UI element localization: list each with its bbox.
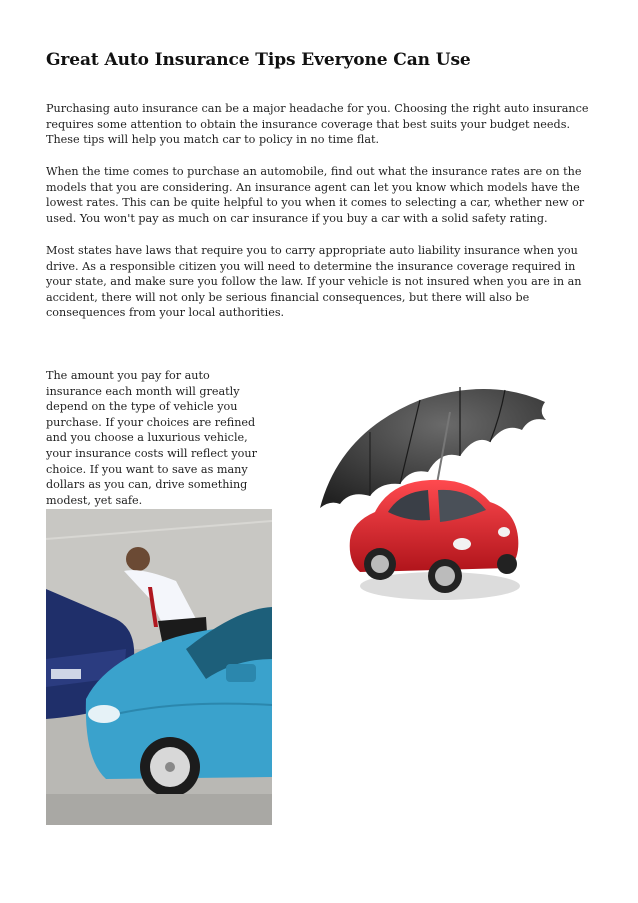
- paragraph-intro: Purchasing auto insurance can be a major headache for you. Choosing the right auto insurance requires some attention to obtain the insurance coverage that best suits your budget needs. These tips will help you match car to policy in no time flat.: [46, 102, 589, 147]
- paragraph-rates: When the time comes to purchase an automobile, find out what the insurance rates are on the models that you are considering. An insurance agent can let you know which models have the lowest rates. This can be quite helpful to you when it comes to selecting a car, whether new or used. You won't pay as much on car insurance if you buy a car with a solid safety rating.: [46, 165, 585, 225]
- paragraph-laws: Most states have laws that require you to carry appropriate auto liability insurance when you drive. As a responsible citizen you will need to determine the insurance coverage required in your state, and make sure you follow the law. If your vehicle is not insured when you are in an accident, there will not only be serious financial consequences, but there will also be consequences from your local authorities.: [46, 244, 582, 320]
- umbrella-car-image: [300, 372, 556, 634]
- car-accident-image: [46, 509, 272, 825]
- document-title: Great Auto Insurance Tips Everyone Can Use: [46, 50, 471, 70]
- paragraph-vehicle-cost: The amount you pay for auto insurance each month will greatly depend on the type of vehicle you purchase. If your choices are refined and you choose a luxurious vehicle, your insurance costs will reflect your choice. If you want to save as many dollars as you can, drive something modest, yet safe.: [46, 369, 257, 507]
